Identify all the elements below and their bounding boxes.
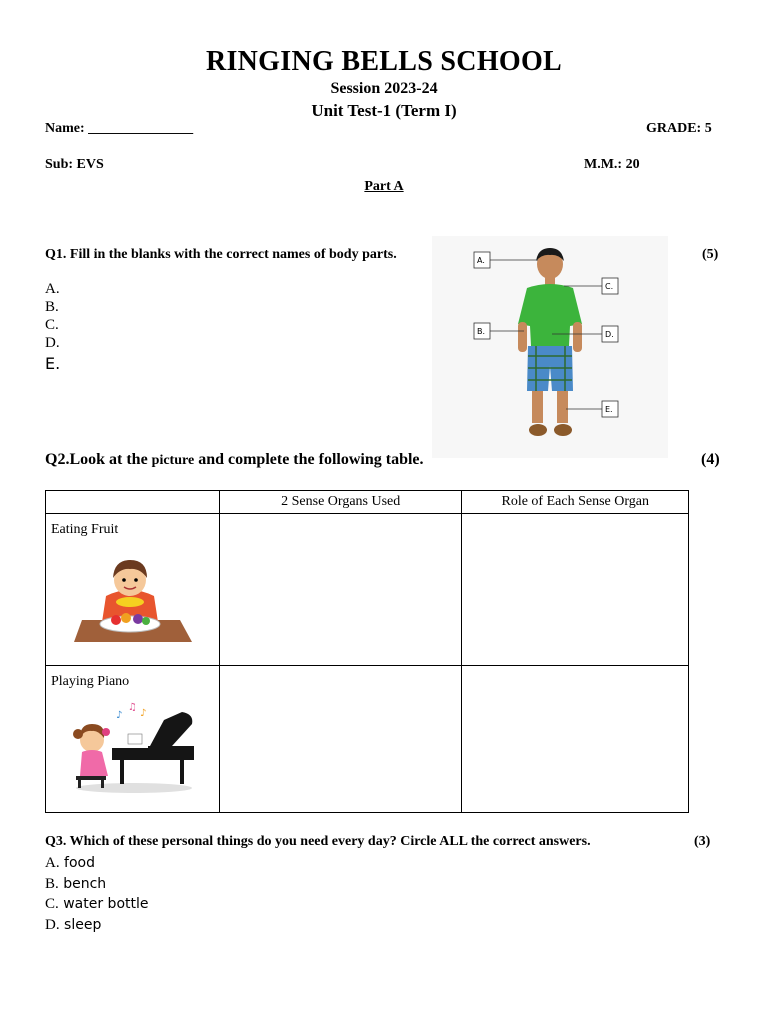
q3-option-a <box>45 854 95 872</box>
q1-option-d: D. <box>45 335 60 351</box>
q3-option-letter: C. <box>45 896 59 912</box>
table-header-empty <box>46 491 220 514</box>
q3-option-b <box>45 875 106 893</box>
q1-option-b: B. <box>45 299 59 315</box>
q3-option-text: bench <box>58 876 107 892</box>
table-cell-sense-organs[interactable] <box>219 514 462 666</box>
q3-option-d <box>45 916 101 934</box>
q1-option-e: E. <box>45 354 61 373</box>
q1-option-c: C. <box>45 317 59 333</box>
boy-neck <box>545 277 555 285</box>
table-cell-sense-organs[interactable] <box>219 666 462 813</box>
boy-right-leg <box>557 391 568 423</box>
boy-left-leg <box>532 391 543 423</box>
q1-question: Q1. Fill in the blanks with the correct names of body parts. <box>45 247 397 262</box>
eating-fruit-image <box>54 544 204 652</box>
body-parts-figure <box>432 236 668 458</box>
svg-text:♪: ♪ <box>116 710 123 721</box>
q3-option-letter: B. <box>45 876 59 892</box>
q2-question <box>45 451 424 469</box>
q2-marks: (4) <box>701 451 720 468</box>
subject-label: Sub: EVS <box>45 157 104 172</box>
q3-option-text: sleep <box>59 917 102 933</box>
table-cell-activity <box>46 666 220 813</box>
figure-label-a: A. <box>477 256 485 265</box>
boy-right-shoe <box>554 424 572 436</box>
row-label-playing-piano: Playing Piano <box>51 674 130 689</box>
figure-label-d: D. <box>605 330 614 339</box>
q3-option-c <box>45 895 149 913</box>
q2-question-part3: and complete the following table. <box>194 451 424 468</box>
school-title: RINGING BELLS SCHOOL <box>205 46 563 77</box>
table-header-row <box>46 491 689 514</box>
table-cell-activity <box>46 514 220 666</box>
max-marks-label: M.M.: 20 <box>584 157 640 172</box>
sense-organs-table <box>45 490 689 813</box>
session-text: Session 2023-24 <box>330 80 438 97</box>
q1-marks: (5) <box>702 247 719 262</box>
table-header-sense-organs: 2 Sense Organs Used <box>219 491 462 514</box>
q3-option-text: water bottle <box>58 896 149 912</box>
q1-option-a: A. <box>45 281 60 297</box>
boy-left-shoe <box>529 424 547 436</box>
q3-question: Q3. Which of these personal things do you need every day? Circle ALL the correct answers. <box>45 834 591 849</box>
q2-question-part2: picture <box>151 453 195 468</box>
table-row <box>46 514 689 666</box>
name-field: Name: _______________ <box>45 121 194 136</box>
grade-label: GRADE: 5 <box>646 121 712 136</box>
table-cell-role[interactable] <box>462 666 689 813</box>
test-title: Unit Test-1 (Term I) <box>311 101 457 120</box>
q2-question-part1: Q2.Look at the <box>45 451 152 468</box>
playing-piano-image <box>54 696 204 796</box>
svg-text:♪: ♪ <box>140 708 147 719</box>
figure-label-b: B. <box>477 327 486 336</box>
q3-marks: (3) <box>694 834 711 849</box>
figure-label-e: E. <box>605 405 613 414</box>
q3-option-text: food <box>59 855 95 871</box>
q3-option-letter: D. <box>45 917 60 933</box>
table-row <box>46 666 689 813</box>
figure-label-c: C. <box>605 282 614 291</box>
part-heading: Part A <box>364 179 404 194</box>
boy-right-arm <box>573 322 582 352</box>
row-label-eating-fruit: Eating Fruit <box>51 522 119 537</box>
table-cell-role[interactable] <box>462 514 689 666</box>
svg-text:♫: ♫ <box>128 702 137 713</box>
table-header-role: Role of Each Sense Organ <box>462 491 689 514</box>
boy-left-arm <box>518 322 527 352</box>
q3-option-letter: A. <box>45 855 60 871</box>
